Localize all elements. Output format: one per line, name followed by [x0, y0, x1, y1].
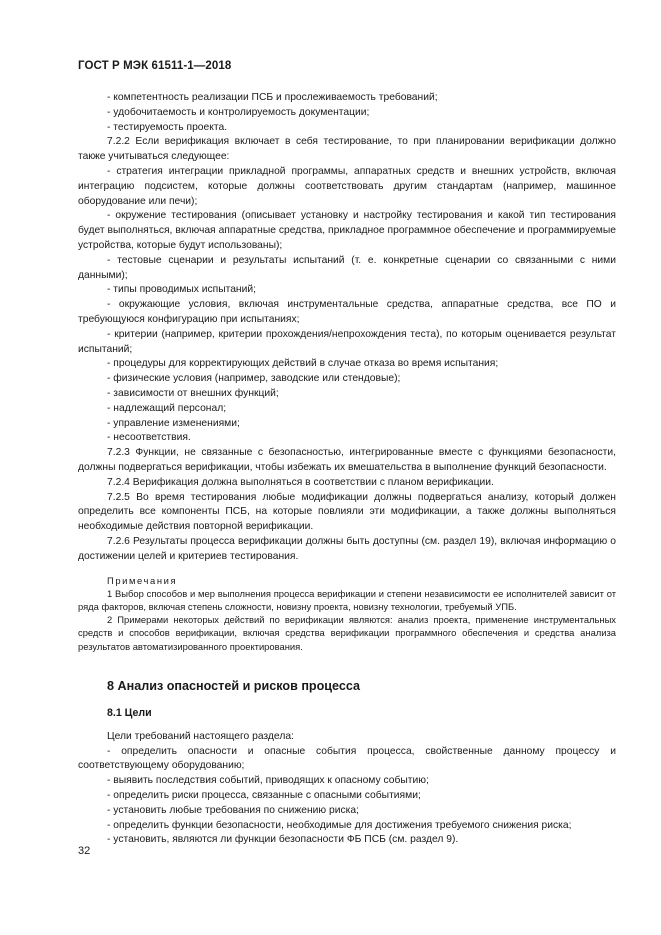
- list-item: - окружающие условия, включая инструментальные средства, аппаратные средства, все ПО и требующуюся конфигурацию при испытаниях;: [78, 299, 616, 325]
- section-heading: 8 Анализ опасностей и рисков процесса: [107, 678, 361, 693]
- clause-7-2-3: 7.2.3 Функции, не связанные с безопасностью, интегрированные вместе с функциями безопасности, должны подвергаться верификации, чтобы избежать их вмешательства в выполнение функций безопасности.: [78, 447, 616, 473]
- list-item: - удобочитаемость и контролируемость документации;: [107, 106, 370, 118]
- clause-7-2-5: 7.2.5 Во время тестирования любые модификации должны подвергаться анализу, который должен определить все компоненты ПСБ, на которые повлияли эти модификации, а также должны выполняться необходимые действия повторной верификации.: [78, 491, 616, 533]
- section-intro: Цели требований настоящего раздела:: [107, 730, 294, 742]
- list-item: - процедуры для корректирующих действий в случае отказа во время испытания;: [107, 358, 499, 370]
- list-item: - несоответствия.: [107, 432, 191, 444]
- list-item: - надлежащий персонал;: [107, 402, 227, 414]
- list-item: - определить функции безопасности, необходимые для достижения требуемого снижения риска;: [107, 819, 572, 831]
- note-item: 2 Примерами некоторых действий по верификации являются: анализ проекта, применение инструментальных средств и способов верификации, включая средства верификации программного обеспечения и средства анализа результатов автоматизированного проектирования.: [78, 614, 616, 652]
- subsection-heading: 8.1 Цели: [107, 706, 152, 719]
- clause-7-2-6: 7.2.6 Результаты процесса верификации должны быть доступны (см. раздел 19), включая информацию о достижении целей и критериев тестирования.: [78, 535, 616, 562]
- list-item: - выявить последствия событий, приводящих к опасному событию;: [107, 775, 429, 787]
- list-item: - компетентность реализации ПСБ и прослеживаемость требований;: [107, 92, 438, 103]
- list-item: - определить опасности и опасные события процесса, свойственные данному процессу и соответствующему оборудованию;: [78, 745, 616, 772]
- clause-7-2-2: 7.2.2 Если верификация включает в себя тестирование, то при планировании верификации должно также учитываться следующее:: [78, 136, 616, 163]
- note-item: 1 Выбор способов и мер выполнения процесса верификации и степени независимости ее исполнителей зависит от ряда факторов, включая степень сложности, новизну проекта, новизну технологии, требуемый УПБ.: [78, 587, 616, 612]
- notes-title: Примечания: [107, 574, 178, 586]
- list-item: - окружение тестирования (описывает установку и настройку тестирования и какой тип тестирования будет выполняться, включая аппаратные средства, прикладное программное обеспечение и программируемые устройства, которые будут использованы);: [78, 210, 616, 251]
- list-item: - физические условия (например, заводские или стендовые);: [107, 373, 401, 385]
- list-item: - определить риски процесса, связанные с опасными событиями;: [107, 789, 421, 801]
- list-item: - зависимости от внешних функций;: [107, 387, 279, 399]
- list-item: - управление изменениями;: [107, 417, 240, 429]
- page-content: [78, 91, 616, 848]
- list-item: - стратегия интеграции прикладной программы, аппаратных средств и внешних устройств, включая интеграцию подсистем, которые должны соответствовать другим стандартам (например, машинное оборудование или печи);: [78, 165, 616, 207]
- list-item: - установить, являются ли функции безопасности ФБ ПСБ (см. раздел 9).: [107, 834, 459, 846]
- list-item: - установить любые требования по снижению риска;: [107, 804, 359, 816]
- list-item: - тестовые сценарии и результаты испытаний (т. е. конкретные сценарии со связанными с ними данными);: [78, 254, 616, 281]
- clause-7-2-4: 7.2.4 Верификация должна выполняться в соответствии с планом верификации.: [107, 476, 494, 488]
- document-header: ГОСТ Р МЭК 61511-1—2018: [78, 60, 232, 72]
- page-number: 32: [78, 845, 91, 857]
- list-item: - тестируемость проекта.: [107, 121, 228, 133]
- list-item: - критерии (например, критерии прохождения/непрохождения теста), по которым оценивается результат испытаний;: [78, 328, 616, 355]
- list-item: - типы проводимых испытаний;: [107, 284, 256, 296]
